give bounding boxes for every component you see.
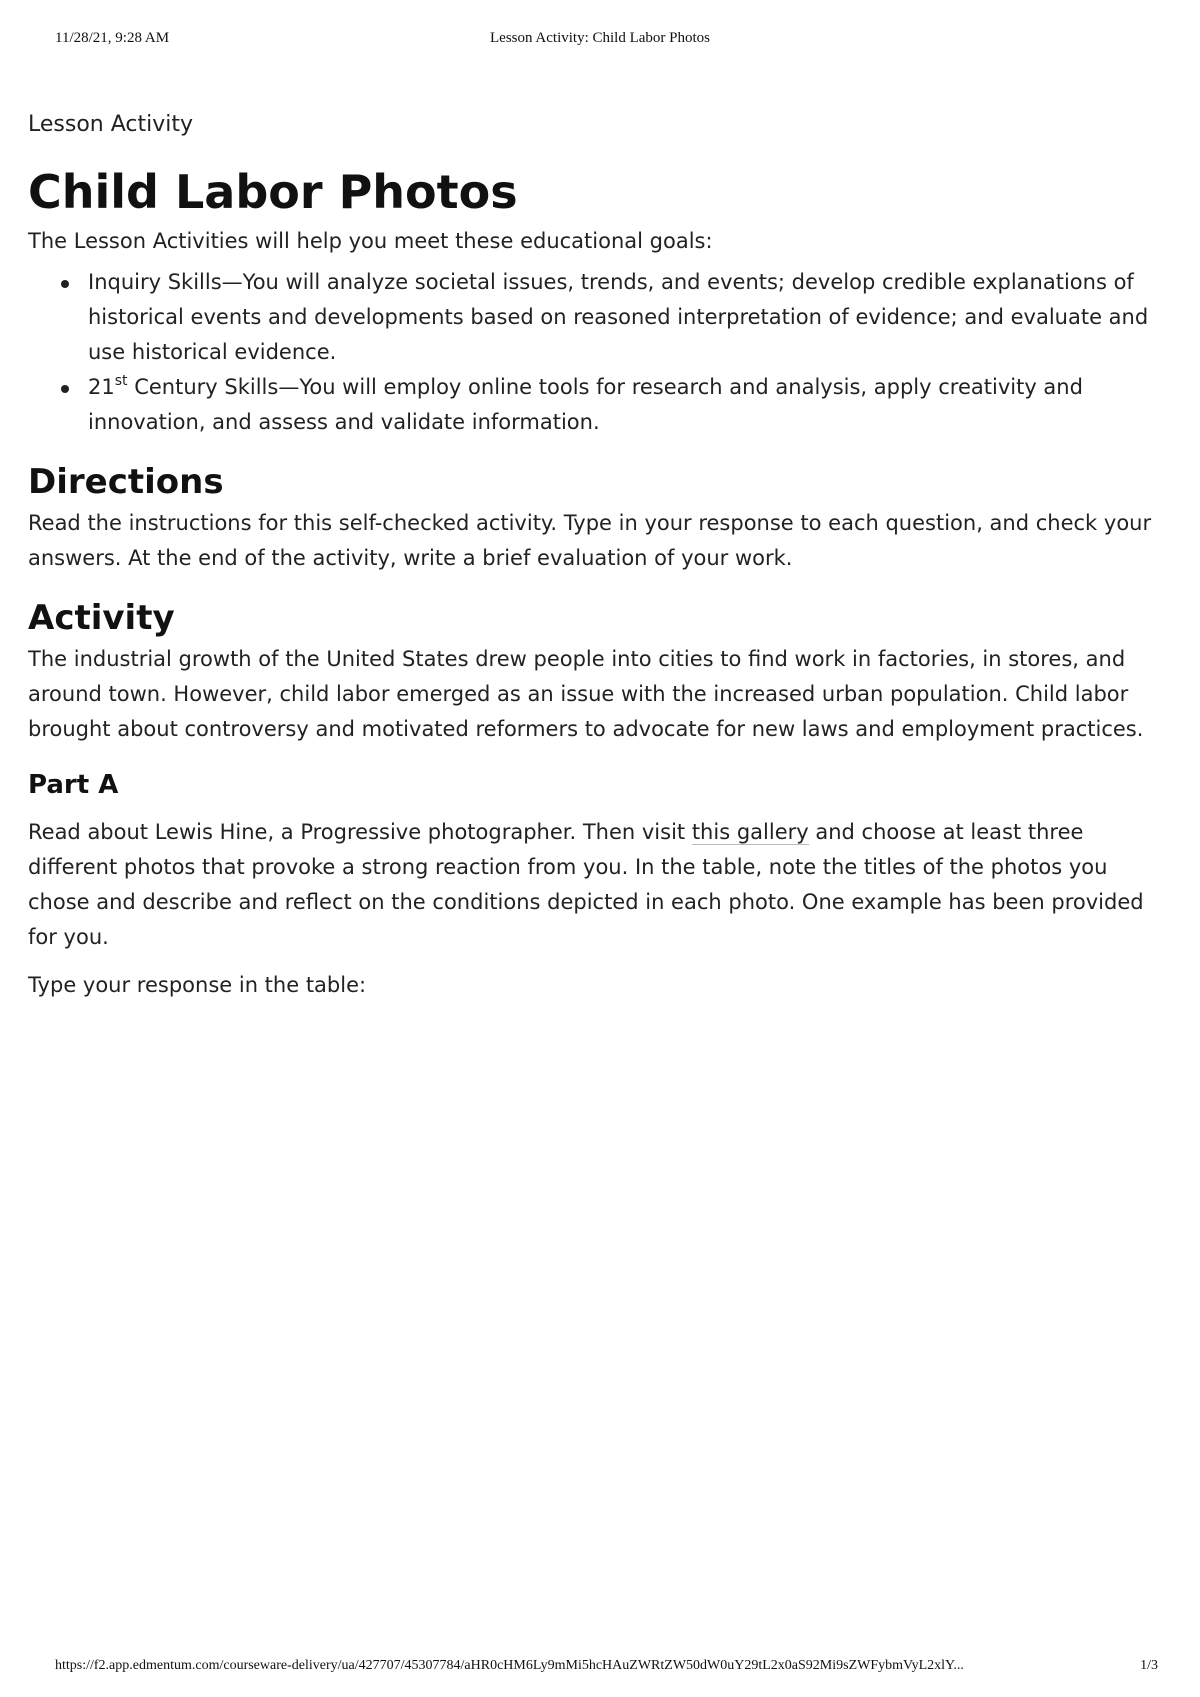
lesson-content (28, 110, 1168, 1003)
part-a-heading: Part A (28, 770, 119, 800)
directions-text: Read the instructions for this self-checked activity. Type in your response to each question, and check your answers. At the end of the activity, write a brief evaluation of your work. (28, 511, 1152, 570)
response-prompt: Type your response in the table: (28, 973, 367, 997)
bullet-icon (61, 280, 69, 288)
bullet-icon (61, 385, 69, 393)
gallery-link[interactable]: this gallery (691, 820, 809, 844)
goal-text: Century Skills—You will employ online tools for research and analysis, apply creativity and innovation, and assess and validate information. (88, 375, 1083, 434)
print-footer (0, 1658, 1200, 1678)
page-number: 1/3 (1140, 1658, 1158, 1673)
activity-heading: Activity (28, 598, 175, 638)
goals-intro: The Lesson Activities will help you meet these educational goals: (28, 229, 713, 253)
directions-heading: Directions (28, 462, 224, 502)
goal-item (88, 370, 1168, 440)
goal-superscript: st (114, 373, 128, 389)
goal-item (88, 265, 1168, 370)
print-date: 11/28/21, 9:28 AM (55, 30, 170, 46)
footer-url: https://f2.app.edmentum.com/courseware-delivery/ua/427707/45307784/aHR0cHM6Ly9mMi5hcHAuZWRtZW50dW0uY29tL2x0aS92Mi9sZWFybmVyL2xlY... (55, 1658, 964, 1673)
page-title: Child Labor Photos (28, 165, 518, 219)
goal-text: Inquiry Skills—You will analyze societal issues, trends, and events; develop credible explanations of historical events and developments based on reasoned interpretation of evidence; and evaluate and use historical evidence. (88, 270, 1149, 364)
activity-text: The industrial growth of the United States drew people into cities to find work in factories, in stores, and around town. However, child labor emerged as an issue with the increased urban population. Child labor brought about controversy and motivated reformers to advocate for new laws and employment practices. (28, 647, 1144, 741)
print-title: Lesson Activity: Child Labor Photos (490, 30, 710, 46)
goal-number: 21 (88, 375, 115, 399)
part-a-text-start: Read about Lewis Hine, a Progressive photographer. Then visit (28, 820, 692, 844)
part-a-text-end: and choose at least three different photos that provoke a strong reaction from you. In the table, note the titles of the photos you chose and describe and reflect on the conditions depicted in each photo. One example has been provided for you. (28, 820, 1144, 949)
goals-list (28, 265, 1168, 440)
print-header (0, 30, 1200, 54)
lesson-kicker: Lesson Activity (28, 112, 193, 137)
part-a-text (28, 815, 1168, 955)
